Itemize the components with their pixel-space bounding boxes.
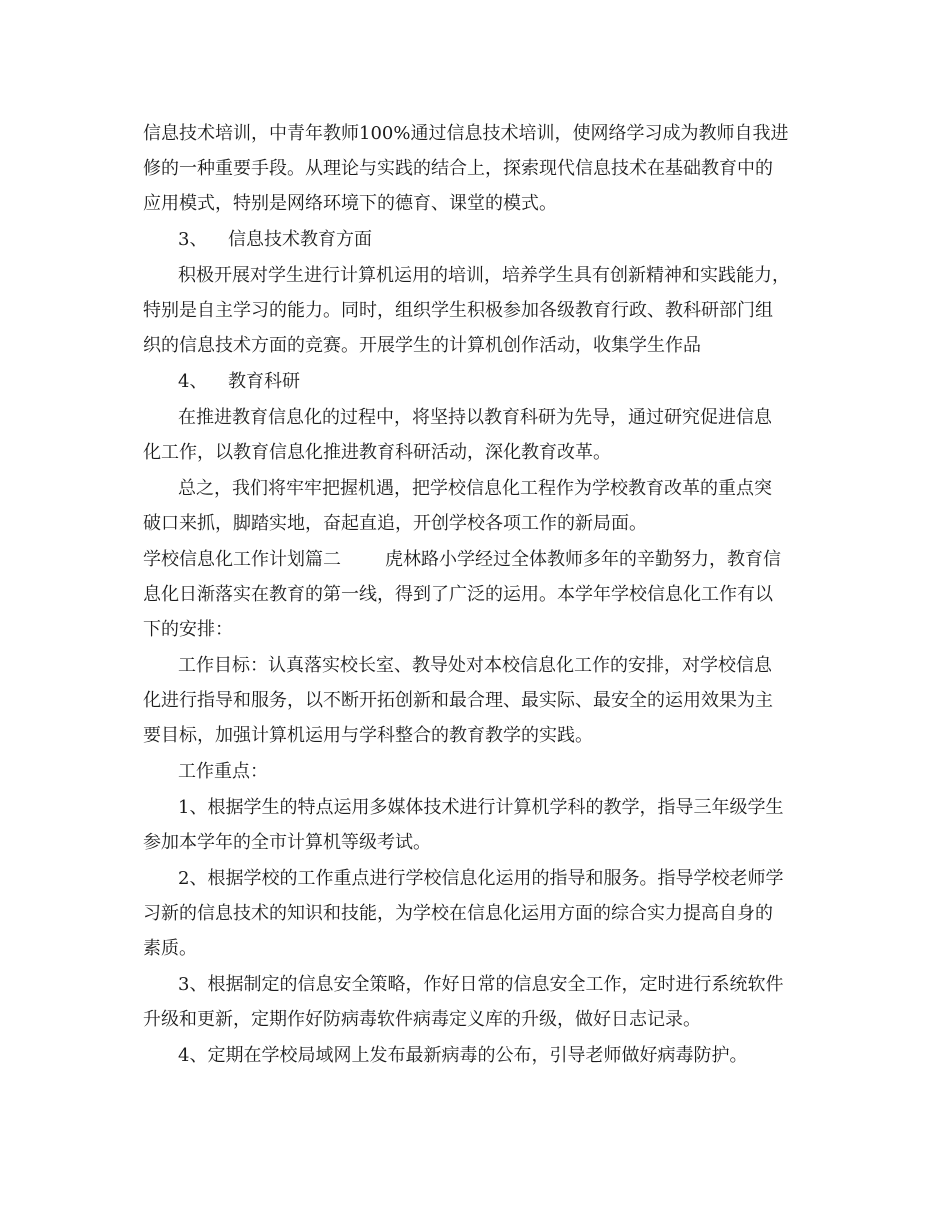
paragraph-line: 工作目标：认真落实校长室、教导处对本校信息化工作的安排，对学校信息	[178, 655, 772, 676]
paragraph-line: 化工作，以教育信息化推进教育科研活动，深化教育改革。	[143, 442, 611, 463]
paragraph-line: 应用模式，特别是网络环境下的德育、课堂的模式。	[143, 193, 557, 214]
paragraph-text: 虎林路小学经过全体教师多年的辛勤努力，教育信	[385, 549, 781, 570]
paragraph-line: 素质。	[143, 938, 197, 959]
paragraph-line: 息化日渐落实在教育的第一线，得到了广泛的运用。本学年学校信息化工作有以	[143, 584, 773, 605]
paragraph-line: 要目标，加强计算机运用与学科整合的教育教学的实践。	[143, 725, 593, 746]
section-number: 4、	[178, 371, 208, 392]
paragraph-line: 破口来抓，脚踏实地，奋起直追，开创学校各项工作的新局面。	[143, 513, 647, 534]
section-heading-4	[178, 370, 300, 394]
paragraph-line: 总之，我们将牢牢把握机遇，把学校信息化工程作为学校教育改革的重点突	[178, 478, 772, 499]
paragraph-line: 3、根据制定的信息安全策略，作好日常的信息安全工作，定时进行系统软件	[178, 974, 784, 995]
section-title: 信息技术教育方面	[228, 229, 372, 250]
paragraph-line: 积极开展对学生进行计算机运用的培训，培养学生具有创新精神和实践能力，	[178, 265, 790, 286]
section-number: 3、	[178, 229, 208, 250]
section-heading-3	[178, 228, 372, 252]
paragraph-line: 下的安排：	[143, 619, 233, 640]
paragraph-line: 信息技术培训，中青年教师100%通过信息技术培训，使网络学习成为教师自我进	[143, 123, 789, 144]
paragraph-line: 习新的信息技术的知识和技能，为学校在信息化运用方面的综合实力提高自身的	[143, 903, 773, 924]
paragraph-line: 织的信息技术方面的竞赛。开展学生的计算机创作活动，收集学生作品	[143, 335, 701, 356]
paragraph-line: 参加本学年的全市计算机等级考试。	[143, 832, 431, 853]
paragraph-line: 1、根据学生的特点运用多媒体技术进行计算机学科的教学，指导三年级学生	[178, 797, 784, 818]
paragraph-line: 4、定期在学校局域网上发布最新病毒的公布，引导老师做好病毒防护。	[178, 1045, 748, 1066]
paragraph-line: 在推进教育信息化的过程中，将坚持以教育科研为先导，通过研究促进信息	[178, 407, 772, 428]
paragraph-line: 修的一种重要手段。从理论与实践的结合上，探索现代信息技术在基础教育中的	[143, 158, 773, 179]
paragraph-line: 2、根据学校的工作重点进行学校信息化运用的指导和服务。指导学校老师学	[178, 868, 784, 889]
paragraph-line: 工作重点：	[178, 761, 268, 782]
paragraph-line: 化进行指导和服务，以不断开拓创新和最合理、最实际、最安全的运用效果为主	[143, 690, 773, 711]
section-title: 教育科研	[228, 371, 300, 392]
paragraph-line: 特别是自主学习的能力。同时，组织学生积极参加各级教育行政、教科研部门组	[143, 300, 773, 321]
document-subtitle: 学校信息化工作计划篇二	[143, 549, 341, 570]
paragraph-line: 升级和更新，定期作好防病毒软件病毒定义库的升级，做好日志记录。	[143, 1009, 701, 1030]
paragraph-line	[143, 548, 781, 572]
